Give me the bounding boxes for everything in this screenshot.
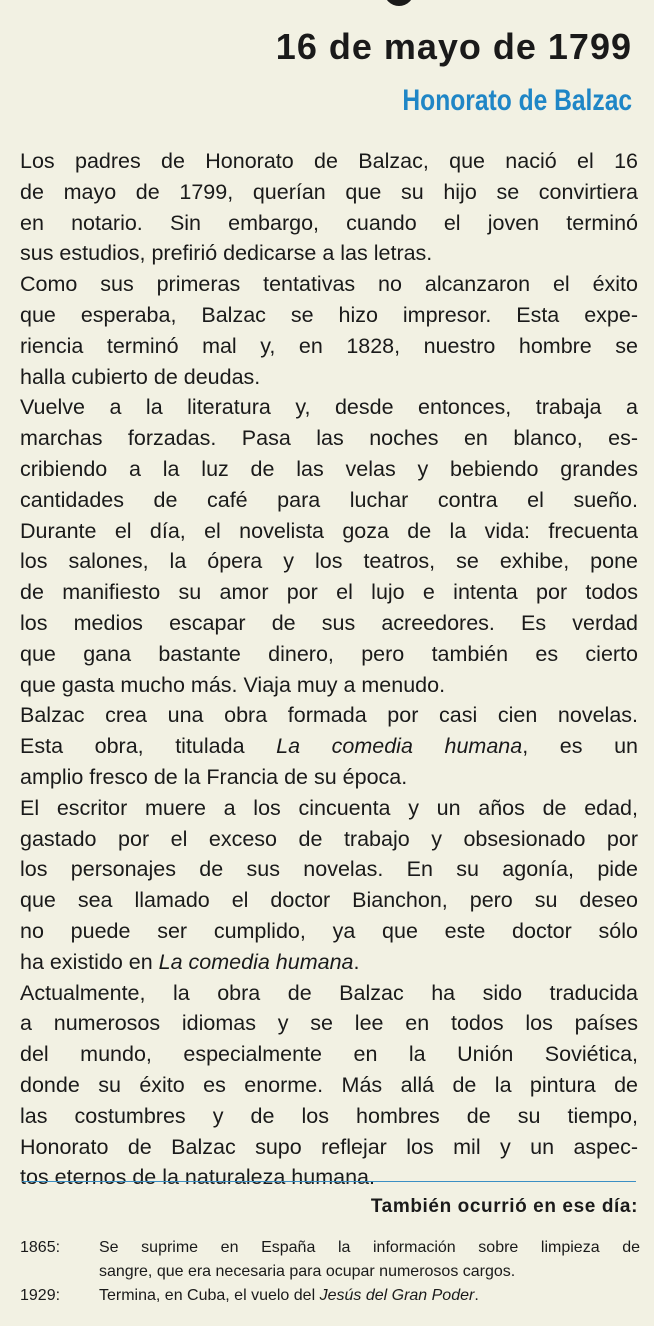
body-line <box>20 854 638 885</box>
body-line <box>20 300 638 331</box>
events-list <box>20 1236 640 1308</box>
body-line <box>20 978 638 1009</box>
body-line <box>20 177 638 208</box>
body-line <box>20 824 638 855</box>
body-line <box>20 1162 638 1193</box>
event-line <box>99 1284 640 1308</box>
event-line <box>99 1236 640 1260</box>
text-segment: que gana bastante dinero, pero también es cierto <box>20 641 638 666</box>
body-line <box>20 608 638 639</box>
text-segment: que gasta mucho más. Viaja muy a menudo. <box>20 672 446 697</box>
body-line <box>20 454 638 485</box>
body-line <box>20 516 638 547</box>
text-segment: los medios escapar de sus acreedores. Es verdad <box>20 610 638 635</box>
text-segment: Como sus primeras tentativas no alcanzaron el éxito <box>20 272 638 297</box>
body-line <box>20 423 638 454</box>
section-divider <box>22 1181 636 1182</box>
body-line <box>20 362 638 393</box>
body-line <box>20 793 638 824</box>
author-name: Honorato de Balzac <box>402 84 632 117</box>
text-segment: cribiendo a la luz de las velas y bebiendo grandes <box>20 456 638 481</box>
text-segment: Actualmente, la obra de Balzac ha sido traducida <box>20 980 638 1005</box>
body-line <box>20 238 638 269</box>
text-segment: que sea llamado el doctor Bianchon, pero su deseo <box>20 888 638 913</box>
body-line <box>20 146 638 177</box>
text-segment: Se suprime en España la información sobre limpieza de <box>99 1239 640 1256</box>
text-segment: , es un <box>522 734 639 759</box>
event-item <box>20 1236 640 1284</box>
text-segment: Durante el día, el novelista goza de la vida: frecuenta <box>20 518 638 543</box>
text-segment: Termina, en Cuba, el vuelo del <box>99 1287 320 1304</box>
body-line <box>20 885 638 916</box>
text-segment: marchas forzadas. Pasa las noches en blanco, es- <box>20 426 638 451</box>
text-segment: las costumbres y de los hombres de su tiempo, <box>20 1103 638 1128</box>
text-segment: . <box>353 949 360 974</box>
text-segment: amplio fresco de la Francia de su época. <box>20 764 408 789</box>
text-segment: gastado por el exceso de trabajo y obsesionado por <box>20 826 638 851</box>
text-segment: que esperaba, Balzac se hizo impresor. Esta expe- <box>20 302 638 327</box>
body-line <box>20 1101 638 1132</box>
text-segment: donde su éxito es enorme. Más allá de la pintura de <box>20 1072 638 1097</box>
body-line <box>20 331 638 362</box>
text-segment: halla cubierto de deudas. <box>20 364 261 389</box>
text-segment: El escritor muere a los cincuenta y un años de edad, <box>20 795 638 820</box>
event-year: 1865: <box>20 1239 61 1256</box>
body-line <box>20 546 638 577</box>
event-text <box>99 1284 640 1308</box>
event-item <box>20 1284 640 1308</box>
body-line <box>20 485 638 516</box>
body-line <box>20 947 638 978</box>
text-segment: los salones, la ópera y los teatros, se exhibe, pone <box>20 549 638 574</box>
article-body <box>20 146 638 1193</box>
body-line <box>20 700 638 731</box>
event-line <box>99 1260 640 1284</box>
body-line <box>20 1070 638 1101</box>
text-segment: sangre, que era necesaria para ocupar numerosos cargos. <box>99 1263 516 1280</box>
text-segment: cantidades de café para luchar contra el sueño. <box>20 487 638 512</box>
text-segment: riencia terminó mal y, en 1828, nuestro hombre se <box>20 333 638 358</box>
body-line <box>20 670 638 701</box>
text-segment: Vuelve a la literatura y, desde entonces, trabaja a <box>20 395 638 420</box>
also-heading: También ocurrió en ese día: <box>370 1196 638 1217</box>
event-text <box>99 1236 640 1284</box>
body-line <box>20 392 638 423</box>
text-segment: tos eternos de la naturaleza humana. <box>20 1165 375 1190</box>
body-line <box>20 639 638 670</box>
body-line <box>20 731 638 762</box>
text-segment: a numerosos idiomas y se lee en todos los países <box>20 1011 638 1036</box>
text-segment: los personajes de sus novelas. En su agonía, pide <box>20 857 638 882</box>
text-segment: de mayo de 1799, querían que su hijo se convirtiera <box>20 179 638 204</box>
body-line <box>20 916 638 947</box>
text-segment: Honorato de Balzac supo reflejar los mil y un aspec- <box>20 1134 638 1159</box>
page-title-date: 16 de mayo de 1799 <box>275 26 632 67</box>
body-line <box>20 1008 638 1039</box>
text-segment: Balzac crea una obra formada por casi cien novelas. <box>20 703 638 728</box>
text-segment: Esta obra, titulada <box>20 734 277 759</box>
body-line <box>20 1039 638 1070</box>
body-line <box>20 208 638 239</box>
italic-title: La comedia humana <box>276 734 523 759</box>
text-segment: del mundo, especialmente en la Unión Soviética, <box>20 1042 638 1067</box>
text-segment: no puede ser cumplido, ya que este doctor sólo <box>20 918 638 943</box>
event-year: 1929: <box>20 1287 61 1304</box>
text-segment: . <box>474 1287 479 1304</box>
text-segment: Los padres de Honorato de Balzac, que nació el 16 <box>20 149 638 173</box>
italic-title: La comedia humana <box>158 949 354 974</box>
body-line <box>20 1132 638 1163</box>
body-line <box>20 577 638 608</box>
italic-title: Jesús del Gran Poder <box>319 1287 475 1304</box>
text-segment: sus estudios, prefirió dedicarse a las letras. <box>20 241 433 266</box>
page-top-mark <box>384 0 414 6</box>
body-line <box>20 269 638 300</box>
text-segment: de manifiesto su amor por el lujo e intenta por todos <box>20 580 638 605</box>
text-segment: en notario. Sin embargo, cuando el joven terminó <box>20 210 638 235</box>
body-line <box>20 762 638 793</box>
text-segment: ha existido en <box>20 949 159 974</box>
